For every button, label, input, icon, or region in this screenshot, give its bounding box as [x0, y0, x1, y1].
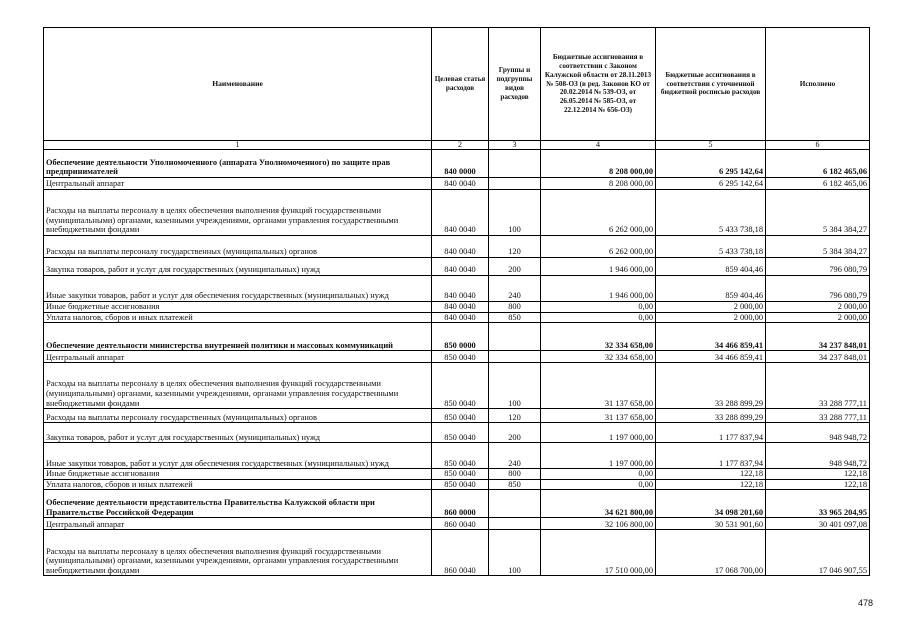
- row-target-article: 850 0040: [432, 423, 489, 443]
- header-row: [44, 28, 870, 141]
- row-expense-group: 120: [489, 409, 541, 423]
- row-budget-refined-amount: 6 295 142,64: [656, 150, 766, 178]
- row-budget-law-amount: 6 262 000,00: [541, 190, 656, 236]
- table-body: [44, 150, 870, 576]
- table-row: [44, 479, 870, 490]
- row-budget-refined-amount: 5 433 738,18: [656, 236, 766, 258]
- column-number-row: [44, 141, 870, 150]
- row-budget-refined-amount: 30 531 901,60: [656, 518, 766, 530]
- row-budget-law-amount: 1 197 000,00: [541, 443, 656, 469]
- row-expense-group: 240: [489, 276, 541, 302]
- column-number: 5: [656, 141, 766, 150]
- row-budget-refined-amount: 33 288 899,29: [656, 363, 766, 409]
- row-expense-group: 100: [489, 363, 541, 409]
- row-budget-law-amount: 0,00: [541, 469, 656, 480]
- row-budget-refined-amount: 17 068 700,00: [656, 530, 766, 576]
- row-target-article: 840 0040: [432, 302, 489, 313]
- header-budget-refined: Бюджетные ассигнования в соответствии с уточненной бюджетной росписью расходов: [656, 28, 766, 141]
- row-executed-amount: 948 948,72: [766, 443, 870, 469]
- row-budget-law-amount: 1 946 000,00: [541, 258, 656, 276]
- row-name: Закупка товаров, работ и услуг для государственных (муниципальных) нужд: [44, 423, 432, 443]
- row-name: Расходы на выплаты персоналу государственных (муниципальных) органов: [44, 409, 432, 423]
- row-target-article: 860 0040: [432, 518, 489, 530]
- table-row: [44, 363, 870, 409]
- row-executed-amount: 33 288 777,11: [766, 409, 870, 423]
- row-budget-refined-amount: 859 404,46: [656, 276, 766, 302]
- table-row: [44, 490, 870, 518]
- table-row: [44, 302, 870, 313]
- table-row: [44, 178, 870, 190]
- header-name: Наименование: [44, 28, 432, 141]
- row-executed-amount: 17 046 907,55: [766, 530, 870, 576]
- row-target-article: 840 0040: [432, 276, 489, 302]
- column-number: 2: [432, 141, 489, 150]
- row-target-article: 860 0000: [432, 490, 489, 518]
- row-budget-refined-amount: 6 295 142,64: [656, 178, 766, 190]
- row-executed-amount: 6 182 465,06: [766, 178, 870, 190]
- header-budget-law: Бюджетные ассигнования в соответствии с Законом Калужской области от 28.11.2013 № 508-ОЗ (в ред. Законов КО от 20.02.2014 № 539-ОЗ, от 26.05.2014 № 585-ОЗ, от 22.12.2014 № 656-ОЗ): [541, 28, 656, 141]
- row-executed-amount: 34 237 848,01: [766, 351, 870, 363]
- header-expense-groups: Группы и подгруппы видов расходов: [489, 28, 541, 141]
- row-target-article: 850 0040: [432, 443, 489, 469]
- row-expense-group: [489, 351, 541, 363]
- row-name: Центральный аппарат: [44, 178, 432, 190]
- row-name: Расходы на выплаты персоналу в целях обеспечения выполнения функций государственными (муниципальными) органами, казенными учреждениями, органами управления государственными внебюджетными фондами: [44, 363, 432, 409]
- row-budget-refined-amount: 5 433 738,18: [656, 190, 766, 236]
- row-executed-amount: 796 080,79: [766, 258, 870, 276]
- row-expense-group: 850: [489, 312, 541, 323]
- row-executed-amount: 122,18: [766, 479, 870, 490]
- row-expense-group: 800: [489, 302, 541, 313]
- row-name: Расходы на выплаты персоналу государственных (муниципальных) органов: [44, 236, 432, 258]
- table-row: [44, 443, 870, 469]
- row-expense-group: 200: [489, 258, 541, 276]
- row-budget-law-amount: 8 208 000,00: [541, 178, 656, 190]
- row-budget-refined-amount: 1 177 837,94: [656, 423, 766, 443]
- row-name: Расходы на выплаты персоналу в целях обеспечения выполнения функций государственными (муниципальными) органами, казенными учреждениями, органами управления государственными внебюджетными фондами: [44, 190, 432, 236]
- row-budget-refined-amount: 2 000,00: [656, 302, 766, 313]
- row-budget-refined-amount: 34 466 859,41: [656, 323, 766, 351]
- table-row: [44, 518, 870, 530]
- row-budget-law-amount: 0,00: [541, 302, 656, 313]
- row-budget-refined-amount: 33 288 899,29: [656, 409, 766, 423]
- row-expense-group: 240: [489, 443, 541, 469]
- row-executed-amount: 948 948,72: [766, 423, 870, 443]
- row-budget-refined-amount: 34 098 201,60: [656, 490, 766, 518]
- row-budget-refined-amount: 859 404,46: [656, 258, 766, 276]
- table-row: [44, 530, 870, 576]
- row-expense-group: [489, 518, 541, 530]
- row-target-article: 860 0040: [432, 530, 489, 576]
- row-name: Центральный аппарат: [44, 518, 432, 530]
- header-executed: Исполнено: [766, 28, 870, 141]
- row-budget-law-amount: 8 208 000,00: [541, 150, 656, 178]
- row-budget-refined-amount: 1 177 837,94: [656, 443, 766, 469]
- row-budget-law-amount: 6 262 000,00: [541, 236, 656, 258]
- row-budget-law-amount: 17 510 000,00: [541, 530, 656, 576]
- row-name: Уплата налогов, сборов и иных платежей: [44, 479, 432, 490]
- row-name: Уплата налогов, сборов и иных платежей: [44, 312, 432, 323]
- row-name: Обеспечение деятельности Уполномоченного (аппарата Уполномоченного) по защите прав предпринимателей: [44, 150, 432, 178]
- row-expense-group: [489, 178, 541, 190]
- row-name: Обеспечение деятельности министерства внутренней политики и массовых коммуникаций: [44, 323, 432, 351]
- row-expense-group: 800: [489, 469, 541, 480]
- row-target-article: 850 0040: [432, 351, 489, 363]
- row-budget-refined-amount: 122,18: [656, 469, 766, 480]
- row-target-article: 840 0040: [432, 236, 489, 258]
- row-name: Закупка товаров, работ и услуг для государственных (муниципальных) нужд: [44, 258, 432, 276]
- column-number: 4: [541, 141, 656, 150]
- row-target-article: 850 0040: [432, 479, 489, 490]
- row-budget-law-amount: 31 137 658,00: [541, 409, 656, 423]
- row-budget-law-amount: 0,00: [541, 479, 656, 490]
- row-executed-amount: 2 000,00: [766, 312, 870, 323]
- row-budget-law-amount: 31 137 658,00: [541, 363, 656, 409]
- row-executed-amount: 5 384 384,27: [766, 190, 870, 236]
- row-budget-law-amount: 34 621 800,00: [541, 490, 656, 518]
- table-row: [44, 469, 870, 480]
- row-expense-group: 100: [489, 190, 541, 236]
- row-budget-law-amount: 32 334 658,00: [541, 351, 656, 363]
- row-name: Центральный аппарат: [44, 351, 432, 363]
- row-expense-group: 200: [489, 423, 541, 443]
- row-budget-law-amount: 32 106 800,00: [541, 518, 656, 530]
- row-executed-amount: 5 384 384,27: [766, 236, 870, 258]
- row-name: Иные бюджетные ассигнования: [44, 302, 432, 313]
- row-target-article: 840 0040: [432, 312, 489, 323]
- row-target-article: 840 0040: [432, 178, 489, 190]
- row-executed-amount: 796 080,79: [766, 276, 870, 302]
- row-expense-group: 100: [489, 530, 541, 576]
- row-executed-amount: 2 000,00: [766, 302, 870, 313]
- row-executed-amount: 6 182 465,06: [766, 150, 870, 178]
- table-row: [44, 150, 870, 178]
- table-row: [44, 409, 870, 423]
- row-name: Иные закупки товаров, работ и услуг для обеспечения государственных (муниципальных) нужд: [44, 443, 432, 469]
- header-target-article: Целевая статья расходов: [432, 28, 489, 141]
- row-expense-group: [489, 150, 541, 178]
- row-name: Иные бюджетные ассигнования: [44, 469, 432, 480]
- row-executed-amount: 30 401 097,08: [766, 518, 870, 530]
- table-row: [44, 258, 870, 276]
- table-row: [44, 423, 870, 443]
- row-expense-group: [489, 323, 541, 351]
- row-target-article: 840 0000: [432, 150, 489, 178]
- column-number: 6: [766, 141, 870, 150]
- row-expense-group: 850: [489, 479, 541, 490]
- row-target-article: 850 0040: [432, 409, 489, 423]
- row-budget-refined-amount: 34 466 859,41: [656, 351, 766, 363]
- table-row: [44, 236, 870, 258]
- row-expense-group: [489, 490, 541, 518]
- row-target-article: 850 0000: [432, 323, 489, 351]
- row-executed-amount: 33 965 204,95: [766, 490, 870, 518]
- row-name: Расходы на выплаты персоналу в целях обеспечения выполнения функций государственными (муниципальными) органами, казенными учреждениями, органами управления государственными внебюджетными фондами: [44, 530, 432, 576]
- row-target-article: 850 0040: [432, 363, 489, 409]
- row-target-article: 840 0040: [432, 190, 489, 236]
- row-executed-amount: 34 237 848,01: [766, 323, 870, 351]
- table-row: [44, 351, 870, 363]
- row-target-article: 850 0040: [432, 469, 489, 480]
- budget-table: [43, 27, 870, 576]
- row-target-article: 840 0040: [432, 258, 489, 276]
- row-expense-group: 120: [489, 236, 541, 258]
- page-number: 478: [858, 598, 874, 608]
- row-budget-law-amount: 32 334 658,00: [541, 323, 656, 351]
- column-number: 3: [489, 141, 541, 150]
- row-budget-refined-amount: 2 000,00: [656, 312, 766, 323]
- table-row: [44, 312, 870, 323]
- row-budget-law-amount: 1 946 000,00: [541, 276, 656, 302]
- table-row: [44, 276, 870, 302]
- table-row: [44, 190, 870, 236]
- row-name: Обеспечение деятельности представительства Правительства Калужской области при Правительстве Российской Федерации: [44, 490, 432, 518]
- row-budget-law-amount: 1 197 000,00: [541, 423, 656, 443]
- row-name: Иные закупки товаров, работ и услуг для обеспечения государственных (муниципальных) нужд: [44, 276, 432, 302]
- row-budget-refined-amount: 122,18: [656, 479, 766, 490]
- column-number: 1: [44, 141, 432, 150]
- row-budget-law-amount: 0,00: [541, 312, 656, 323]
- row-executed-amount: 122,18: [766, 469, 870, 480]
- row-executed-amount: 33 288 777,11: [766, 363, 870, 409]
- table-row: [44, 323, 870, 351]
